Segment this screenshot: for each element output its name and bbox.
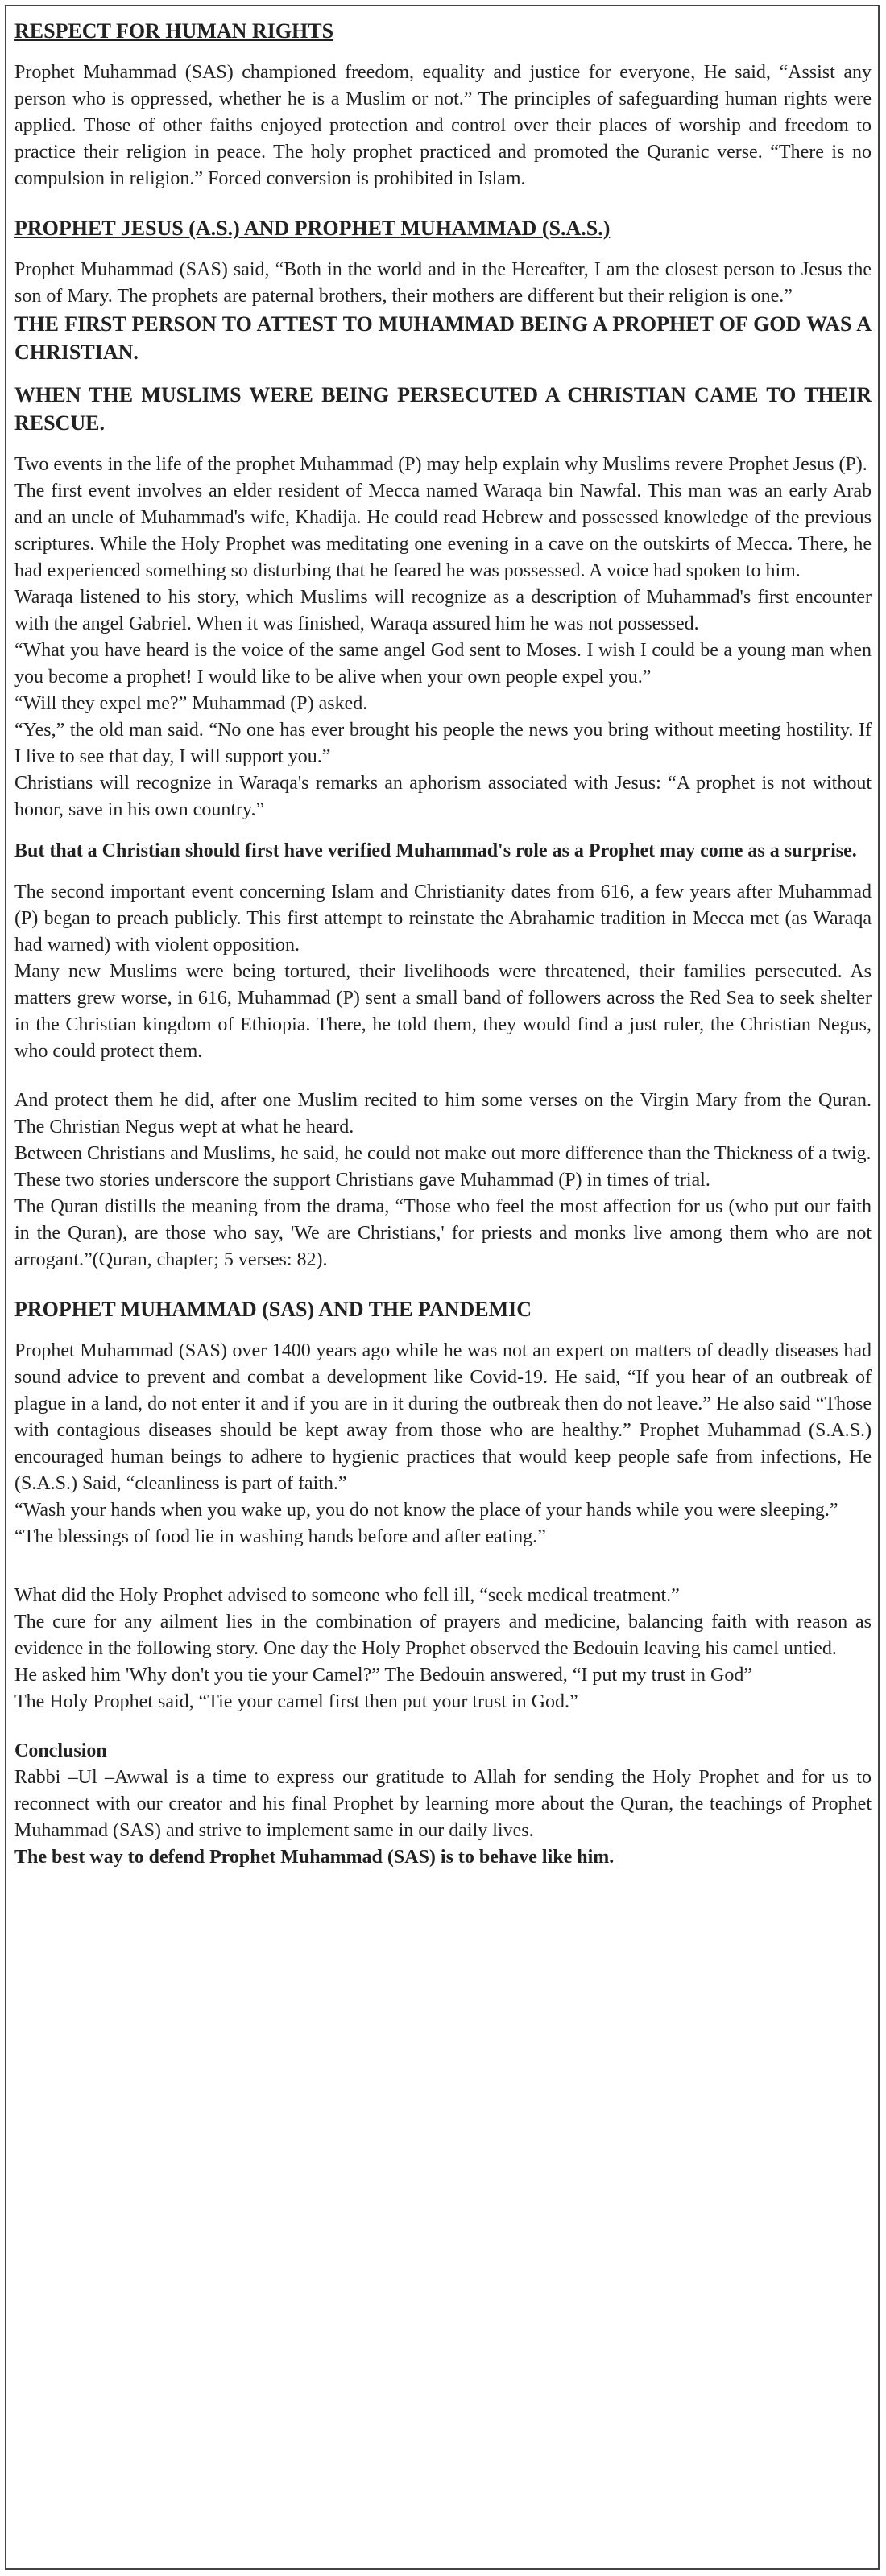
paragraph: “Wash your hands when you wake up, you do not know the place of your hands while you were sleeping.” xyxy=(14,1500,838,1521)
paragraph: Waraqa listened to his story, which Muslims will recognize as a description of Muhammad's first encounter with the angel Gabriel. When it was finished, Waraqa assured him he was not possessed. xyxy=(14,587,872,634)
paragraph: And protect them he did, after one Muslim recited to him some verses on the Virgin Mary from the Quran. The Christian Negus wept at what he heard. xyxy=(14,1090,872,1137)
paragraph: Prophet Muhammad (SAS) championed freedom, equality and justice for everyone, He said, “Assist any person who is oppressed, whether he is a Muslim or not.” The principles of safeguarding human rights were applied. Those of other faiths enjoyed protection and control over their places of worship and freedom to practice their religion in peace. The holy prophet practiced and promoted the Quranic verse. “There is no compulsion in religion.” Forced conversion is prohibited in Islam. xyxy=(14,62,872,189)
paragraph: Rabbi –Ul –Awwal is a time to express our gratitude to Allah for sending the Holy Prophet and for us to reconnect with our creator and his final Prophet by learning more about the Quran, the teachings of Prophet Muhammad (SAS) and strive to implement same in our daily lives. xyxy=(14,1767,872,1841)
article xyxy=(14,18,872,1871)
paragraph: “The blessings of food lie in washing hands before and after eating.” xyxy=(14,1526,546,1547)
paragraph: The second important event concerning Islam and Christianity dates from 616, a few years after Muhammad (P) began to preach publicly. This first attempt to reinstate the Abrahamic tradition in Mecca met (as Waraqa had warned) with violent opposition. xyxy=(14,881,872,956)
paragraph: Two events in the life of the prophet Muhammad (P) may help explain why Muslims revere Prophet Jesus (P). xyxy=(14,454,867,475)
bold-statement: WHEN THE MUSLIMS WERE BEING PERSECUTED A CHRISTIAN CAME TO THEIR RESCUE. xyxy=(14,383,872,435)
paragraph: The Quran distills the meaning from the drama, “Those who feel the most affection for us (who put our faith in the Quran), are those who say, 'We are Christians,' for priests and monks live among them who are not arrogant.”(Quran, chapter; 5 verses: 82). xyxy=(14,1196,872,1270)
paragraph: He asked him 'Why don't you tie your Camel?” The Bedouin answered, “I put my trust in God” xyxy=(14,1665,752,1686)
paragraph: What did the Holy Prophet advised to someone who fell ill, “seek medical treatment.” xyxy=(14,1585,680,1606)
closing-statement: The best way to defend Prophet Muhammad (SAS) is to behave like him. xyxy=(14,1847,615,1868)
section-heading-human-rights: RESPECT FOR HUMAN RIGHTS xyxy=(14,19,334,43)
paragraph: The Holy Prophet said, “Tie your camel first then put your trust in God.” xyxy=(14,1691,578,1712)
paragraph: “What you have heard is the voice of the same angel God sent to Moses. I wish I could be a young man when you become a prophet! I would like to be alive when your own people expel you.” xyxy=(14,640,872,687)
paragraph: Many new Muslims were being tortured, their livelihoods were threatened, their families persecuted. As matters grew worse, in 616, Muhammad (P) sent a small band of followers across the Red Sea to seek shelter in the Christian kingdom of Ethiopia. There, he told them, they would find a just ruler, the Christian Negus, who could protect them. xyxy=(14,961,872,1062)
paragraph: “Yes,” the old man said. “No one has ever brought his people the news you bring without meeting hostility. If I live to see that day, I will support you.” xyxy=(14,720,872,767)
paragraph: Prophet Muhammad (SAS) over 1400 years ago while he was not an expert on matters of deadly diseases had sound advice to prevent and combat a development like Covid-19. He said, “If you hear of an outbreak of plague in a land, do not enter it and if you are in it during the outbreak then do not leave.” He also said “Those with contagious diseases should be kept away from those who are healthy.” Prophet Muhammad (S.A.S.) encouraged human beings to adhere to hygienic practices that would keep people safe from infections, He (S.A.S.) Said, “cleanliness is part of faith.” xyxy=(14,1340,872,1494)
paragraph: Christians will recognize in Waraqa's remarks an aphorism associated with Jesus: “A prophet is not without honor, save in his own country.” xyxy=(14,773,872,820)
section-heading-jesus-muhammad: PROPHET JESUS (A.S.) AND PROPHET MUHAMMAD (S.A.S.) xyxy=(14,217,611,240)
paragraph: The first event involves an elder resident of Mecca named Waraqa bin Nawfal. This man was an early Arab and an uncle of Muhammad's wife, Khadija. He could read Hebrew and possessed knowledge of the previous scriptures. While the Holy Prophet was meditating one evening in a cave on the outskirts of Mecca. There, he had experienced something so disturbing that he feared he was possessed. A voice had spoken to him. xyxy=(14,481,872,581)
bold-statement: But that a Christian should first have verified Muhammad's role as a Prophet may come as a surprise. xyxy=(14,840,857,861)
paragraph: “Will they expel me?” Muhammad (P) asked. xyxy=(14,693,368,714)
paragraph: These two stories underscore the support Christians gave Muhammad (P) in times of trial. xyxy=(14,1170,710,1191)
bold-statement: THE FIRST PERSON TO ATTEST TO MUHAMMAD BEING A PROPHET OF GOD WAS A CHRISTIAN. xyxy=(14,312,872,364)
paragraph: The cure for any ailment lies in the combination of prayers and medicine, balancing faith with reason as evidence in the following story. One day the Holy Prophet observed the Bedouin leaving his camel untied. xyxy=(14,1612,872,1659)
paragraph: Between Christians and Muslims, he said, he could not make out more difference than the Thickness of a twig. xyxy=(14,1143,872,1164)
section-heading-pandemic: PROPHET MUHAMMAD (SAS) AND THE PANDEMIC xyxy=(14,1298,532,1321)
paragraph: Prophet Muhammad (SAS) said, “Both in the world and in the Hereafter, I am the closest person to Jesus the son of Mary. The prophets are paternal brothers, their mothers are different but their religion is one.” xyxy=(14,259,872,307)
section-heading-conclusion: Conclusion xyxy=(14,1740,107,1761)
